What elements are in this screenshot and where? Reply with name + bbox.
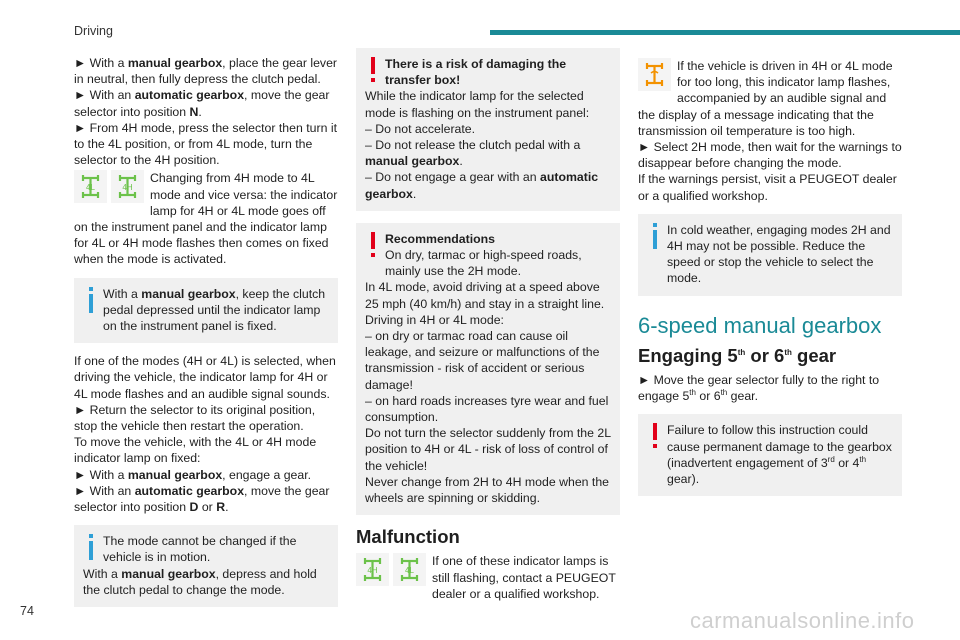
lamp-change-text: Changing from 4H mode to 4L mode and vice versa: the indicator lamp for 4H or 4L mode goes off on the instrument panel and the indicator lamp for 4L or 4H mode flashes then comes on fixed when the mode is activated.	[74, 171, 338, 267]
warning-icon	[365, 56, 381, 84]
header-accent-bar	[490, 30, 960, 35]
warning-box-transfer: There is a risk of damaging the transfer box! While the indicator lamp for the selected mode is flashing on the instrument panel: – Do not accelerate. – Do not release the clutch pedal with a manual gearbox. – Do not engage a gear with an automatic gearbox.	[356, 48, 620, 211]
step-manual-neutral: ► With a manual gearbox, place the gear lever in neutral, then fully depress the clutch pedal.	[74, 56, 338, 87]
subsection-title: Engaging 5th or 6th gear	[638, 344, 837, 366]
move-vehicle-intro: To move the vehicle, with the 4L or 4H mode indicator lamp on fixed:	[74, 435, 317, 466]
4l-lamp-icon	[393, 553, 426, 586]
step-return-selector: ► Return the selector to its original position, stop the vehicle then restart the operation.	[74, 402, 316, 434]
step-turn-selector: ► From 4H mode, press the selector then turn it to the 4L position, or from 4L mode, turn the selector to the 4H position.	[74, 120, 337, 168]
temperature-lamp-paragraph	[638, 58, 902, 139]
info-box-clutch: With a manual gearbox, keep the clutch pedal depressed until the indicator lamp on the instrument panel is fixed.	[74, 278, 338, 344]
svg-text:4H: 4H	[122, 183, 133, 193]
4h-lamp-icon	[356, 553, 389, 586]
svg-text:4H: 4H	[367, 566, 378, 576]
step-select-2h: ► Select 2H mode, then wait for the warnings to disappear before changing the mode.	[638, 140, 902, 171]
mode-selected-warning: If one of the modes (4H or 4L) is selected, when driving the vehicle, the indicator lamp for 4H or 4L mode flashes and an audible signal sounds.	[74, 354, 336, 401]
svg-text:4L: 4L	[86, 183, 95, 193]
malfunction-paragraph	[356, 553, 620, 602]
malfunction-text: If one of these indicator lamps is still flashing, contact a PEUGEOT dealer or a qualified workshop.	[432, 554, 616, 601]
section-header: Driving	[74, 24, 113, 38]
step-manual-engage: ► With a manual gearbox, engage a gear.	[74, 467, 312, 482]
temperature-lamp-text: If the vehicle is driven in 4H or 4L mode for too long, this indicator lamp flashes, accompanied by an audible signal and the display of a message indicating that the transmission oil temperature is too high.	[638, 59, 893, 138]
step-auto-position: ► With an automatic gearbox, move the gear selector into position D or R.	[74, 483, 330, 515]
warning-icon	[365, 231, 381, 259]
warning-box-recommendations: Recommendations On dry, tarmac or high-speed roads, mainly use the 2H mode. In 4L mode, avoid driving at a speed above 25 mph (40 km/h) and stay in a straight line. Driving in 4H or 4L mode: – on dry or tarmac road can cause oil leakage, and seizure or malfunctions of the transmission - risk of accident or serious damage! – on hard roads increases tyre wear and fuel consumption. Do not turn the selector suddenly from the 2L position to 4H or 4L - risk of loss of control of the vehicle! Never change from 2H to 4H mode when the wheels are spinning or skidding.	[356, 223, 620, 515]
step-auto-neutral: ► With an automatic gearbox, move the gear selector into position N.	[74, 88, 330, 119]
step-engage-gear: ► Move the gear selector fully to the right to engage 5th or 6th gear.	[638, 373, 880, 404]
svg-text:4L: 4L	[405, 566, 414, 576]
4h-lamp-icon	[111, 170, 144, 203]
info-box-cold-weather: In cold weather, engaging modes 2H and 4H may not be possible. Reduce the speed or stop the vehicle to select the mode.	[638, 214, 902, 296]
malfunction-lamps	[356, 553, 426, 586]
watermark: carmanualsonline.info	[690, 608, 915, 633]
warnings-persist: If the warnings persist, visit a PEUGEOT dealer or a qualified workshop.	[638, 172, 897, 203]
lamp-paragraph	[74, 170, 338, 267]
column-1	[74, 55, 338, 617]
page-number: 74	[20, 604, 34, 618]
info-icon	[83, 286, 99, 314]
info-box-motion: The mode cannot be changed if the vehicle is in motion. With a manual gearbox, depress and hold the clutch pedal to change the mode.	[74, 525, 338, 607]
column-2	[356, 48, 620, 602]
temperature-lamp	[638, 58, 671, 91]
info-icon	[83, 533, 99, 561]
section-title: 6-speed manual gearbox	[638, 312, 882, 338]
4l-lamp-icon	[74, 170, 107, 203]
warning-icon	[647, 422, 663, 450]
warning-box-gearbox: Failure to follow this instruction could cause permanent damage to the gearbox (inadvertent engagement of 3rd or 4th gear).	[638, 414, 902, 496]
column-3	[638, 58, 902, 506]
transmission-temperature-lamp-icon	[638, 58, 671, 91]
info-icon	[647, 222, 663, 250]
indicator-lamps	[74, 170, 144, 203]
malfunction-heading: Malfunction	[356, 526, 460, 548]
